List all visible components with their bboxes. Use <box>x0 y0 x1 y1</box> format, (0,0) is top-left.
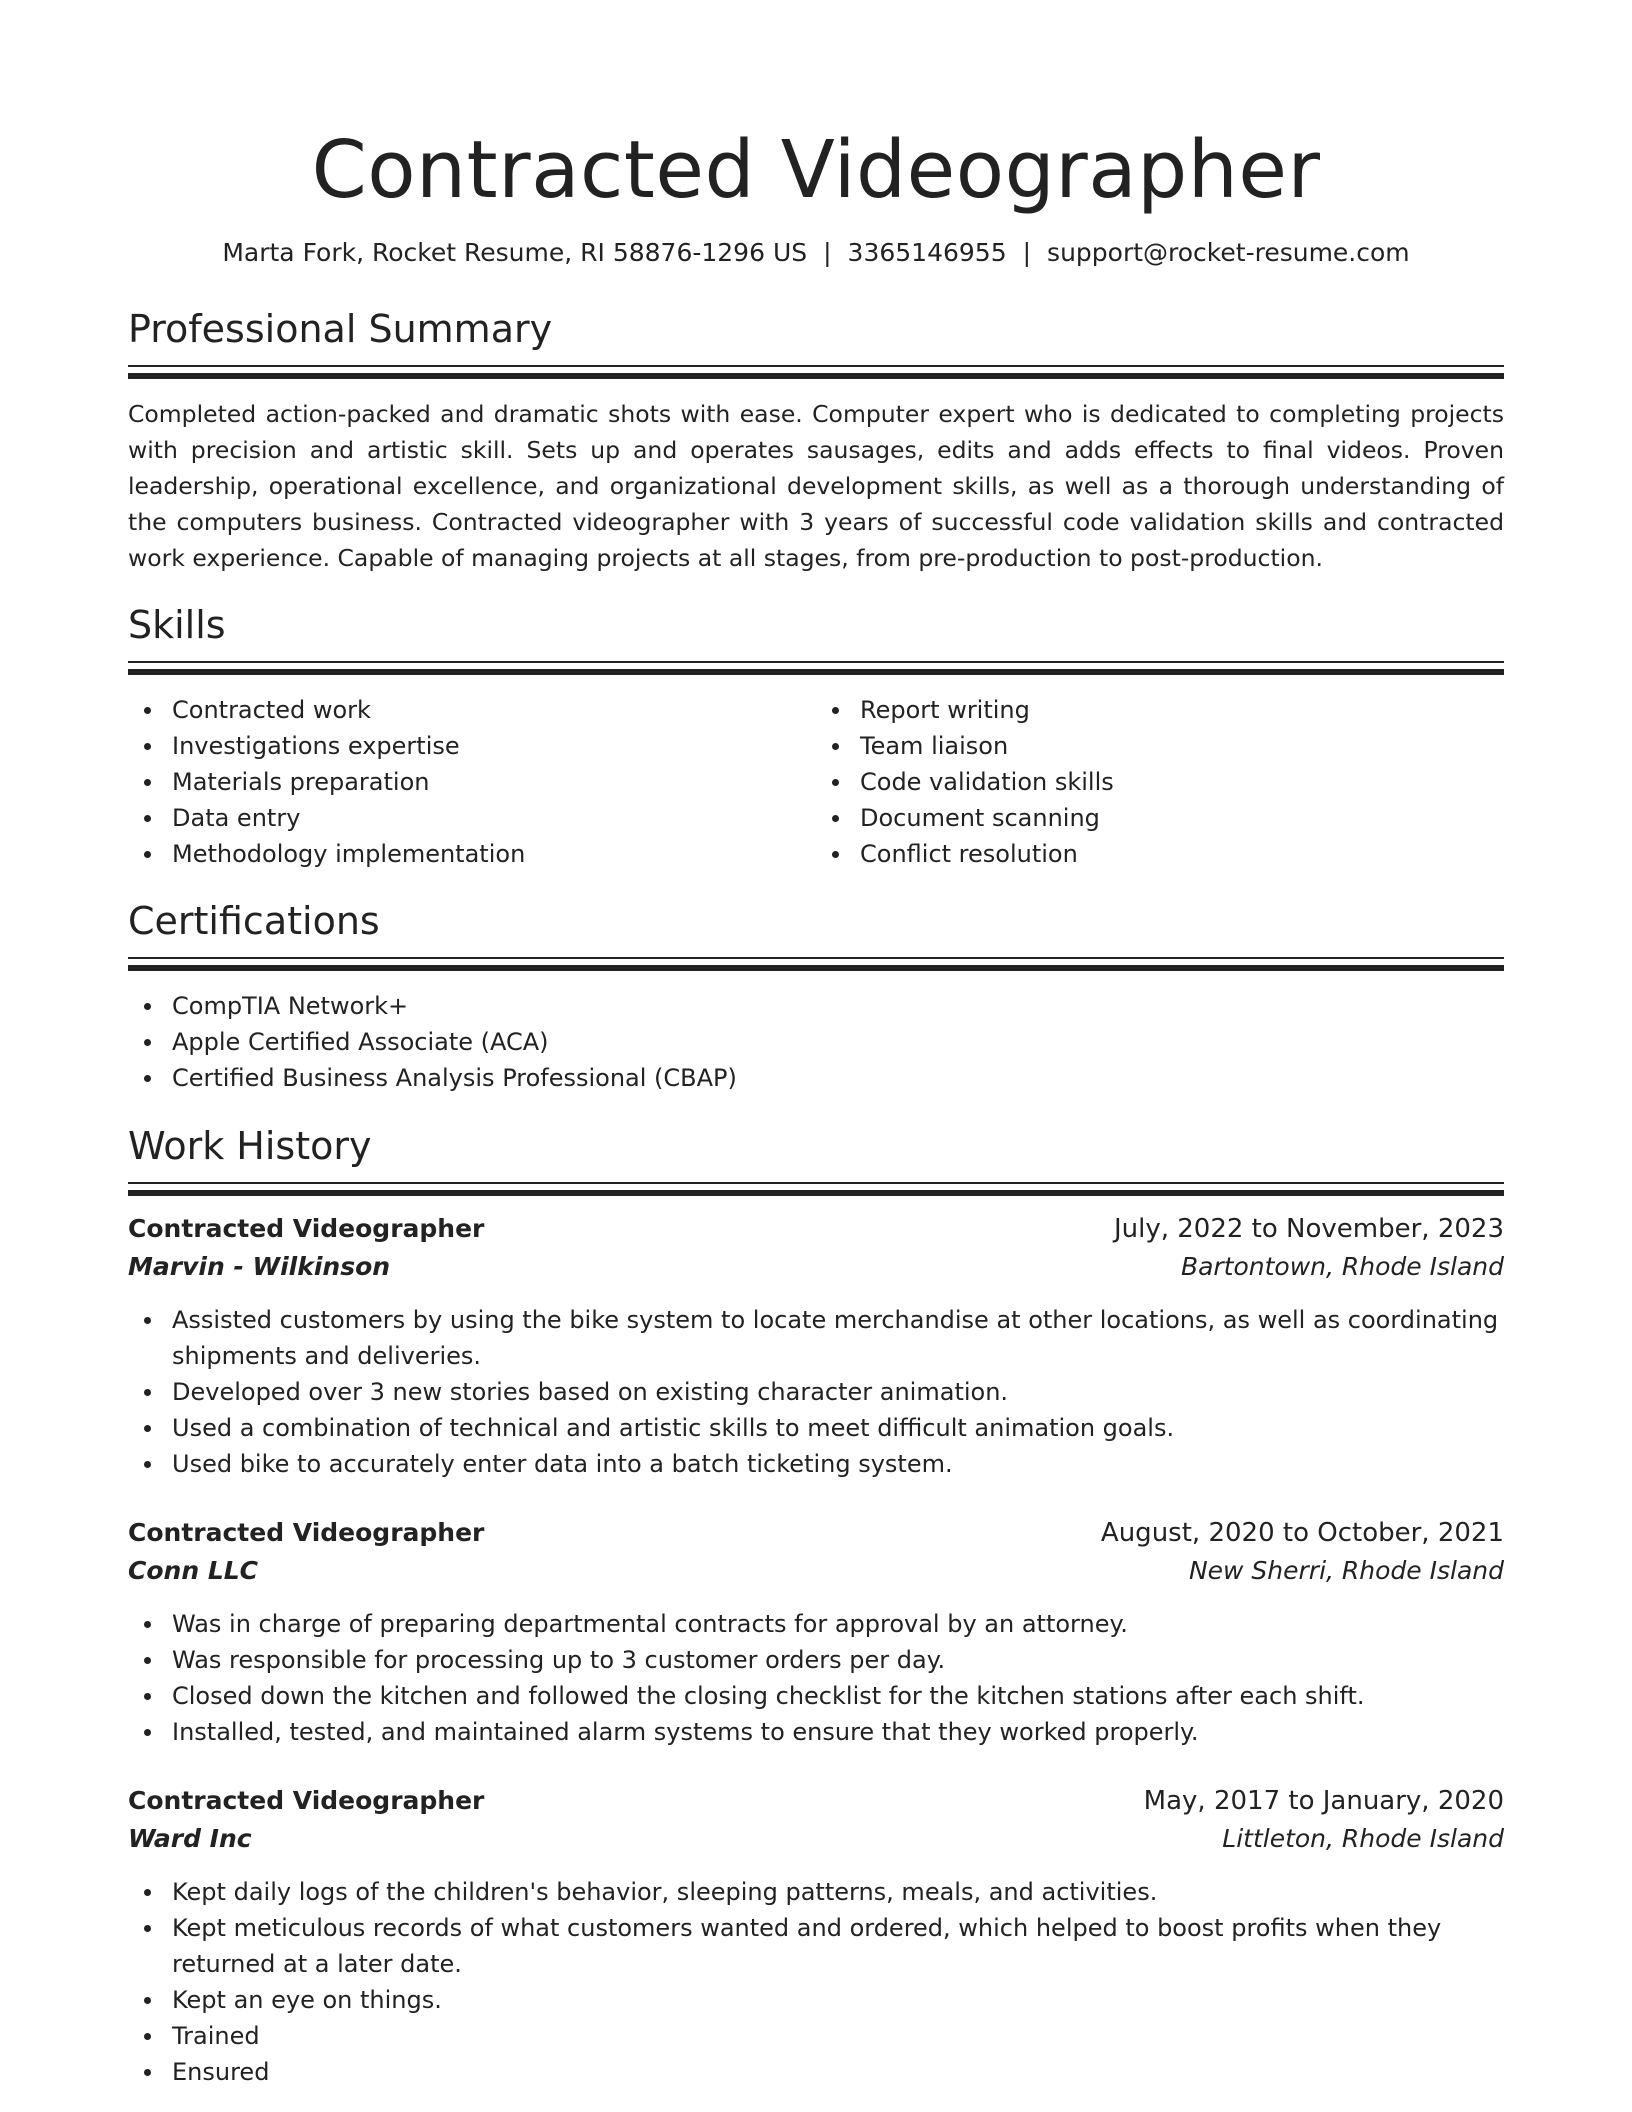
job-bullet: Closed down the kitchen and followed the closing checklist for the kitchen stations after each shift. <box>128 1678 1504 1714</box>
job-company: Ward Inc <box>128 1824 252 1853</box>
skill-item: Report writing <box>816 692 1504 728</box>
section-title-skills: Skills <box>128 603 226 647</box>
contact-separator: | <box>823 238 832 267</box>
job-location: New Sherri, Rhode Island <box>1188 1556 1504 1585</box>
skill-item: Contracted work <box>128 692 816 728</box>
certifications-list <box>128 988 1504 1096</box>
job-bullet: Installed, tested, and maintained alarm systems to ensure that they worked properly. <box>128 1714 1504 1750</box>
skill-item: Document scanning <box>816 800 1504 836</box>
section-divider <box>128 365 1504 379</box>
skills-list-right <box>816 692 1504 872</box>
job-dates: July, 2022 to November, 2023 <box>1113 1214 1504 1244</box>
summary-text: Completed action-packed and dramatic shots with ease. Computer expert who is dedicated to completing projects with precision and artistic skill. Sets up and operates sausages, edits and adds effects to final videos. Proven leadership, operational excellence, and organizational development skills, as well as a thorough understanding of the computers business. Contracted videographer with 3 years of successful code validation skills and contracted work experience. Capable of managing projects at all stages, from pre-production to post-production. <box>128 400 1504 572</box>
certification-item: CompTIA Network+ <box>128 988 1504 1024</box>
certification-item: Certified Business Analysis Professional (CBAP) <box>128 1060 1504 1096</box>
contact-address: Marta Fork, Rocket Resume, RI 58876-1296 US <box>222 238 808 267</box>
skill-item: Conflict resolution <box>816 836 1504 872</box>
job-entry <box>128 1782 1504 2090</box>
job-bullets <box>128 1302 1504 1482</box>
skills-list-left <box>128 692 816 872</box>
job-bullets <box>128 1874 1504 2090</box>
section-divider <box>128 957 1504 971</box>
work-history-section <box>128 1121 1504 2090</box>
section-title-certifications: Certifications <box>128 899 380 943</box>
section-title-work-history: Work History <box>128 1124 372 1168</box>
contact-phone: 3365146955 <box>847 238 1007 267</box>
job-bullet: Kept meticulous records of what customers wanted and ordered, which helped to boost profits when they returned at a later date. <box>128 1910 1504 1982</box>
job-bullet: Used a combination of technical and artistic skills to meet difficult animation goals. <box>128 1410 1504 1446</box>
job-subheader <box>128 1820 1504 1858</box>
resume-name: Contracted Videographer <box>311 124 1321 216</box>
job-bullet: Assisted customers by using the bike system to locate merchandise at other locations, as well as coordinating shipments and deliveries. <box>128 1302 1504 1374</box>
contact-line <box>128 236 1504 270</box>
skill-item: Team liaison <box>816 728 1504 764</box>
skill-item: Investigations expertise <box>128 728 816 764</box>
job-bullet: Ensured <box>128 2054 1504 2090</box>
job-title: Contracted Videographer <box>128 1214 485 1243</box>
certifications-section <box>128 896 1504 1096</box>
summary-section <box>128 304 1504 576</box>
job-bullet: Was in charge of preparing departmental contracts for approval by an attorney. <box>128 1606 1504 1642</box>
job-company: Marvin - Wilkinson <box>128 1252 391 1281</box>
section-divider <box>128 1182 1504 1196</box>
job-title: Contracted Videographer <box>128 1518 485 1547</box>
job-bullet: Kept an eye on things. <box>128 1982 1504 2018</box>
contact-email: support@rocket-resume.com <box>1047 238 1410 267</box>
skills-section <box>128 600 1504 872</box>
job-header <box>128 1514 1504 1552</box>
section-divider <box>128 661 1504 675</box>
job-location: Littleton, Rhode Island <box>1222 1824 1504 1853</box>
contact-separator: | <box>1022 238 1032 267</box>
job-dates: May, 2017 to January, 2020 <box>1143 1786 1504 1816</box>
certification-item: Apple Certified Associate (ACA) <box>128 1024 1504 1060</box>
skills-grid <box>128 692 1504 872</box>
job-entry <box>128 1514 1504 1750</box>
job-bullet: Trained <box>128 2018 1504 2054</box>
job-subheader <box>128 1248 1504 1286</box>
job-title: Contracted Videographer <box>128 1786 485 1815</box>
job-bullet: Used bike to accurately enter data into a batch ticketing system. <box>128 1446 1504 1482</box>
job-dates: August, 2020 to October, 2021 <box>1100 1518 1504 1548</box>
job-company: Conn LLC <box>128 1556 259 1585</box>
job-bullet: Kept daily logs of the children's behavior, sleeping patterns, meals, and activities. <box>128 1874 1504 1910</box>
skill-item: Code validation skills <box>816 764 1504 800</box>
job-subheader <box>128 1552 1504 1590</box>
skill-item: Data entry <box>128 800 816 836</box>
skill-item: Materials preparation <box>128 764 816 800</box>
job-location: Bartontown, Rhode Island <box>1180 1252 1504 1281</box>
job-bullets <box>128 1606 1504 1750</box>
job-header <box>128 1782 1504 1820</box>
skill-item: Methodology implementation <box>128 836 816 872</box>
section-title-summary: Professional Summary <box>128 307 553 351</box>
job-bullet: Developed over 3 new stories based on existing character animation. <box>128 1374 1504 1410</box>
job-header <box>128 1210 1504 1248</box>
job-entry <box>128 1210 1504 1482</box>
job-bullet: Was responsible for processing up to 3 customer orders per day. <box>128 1642 1504 1678</box>
